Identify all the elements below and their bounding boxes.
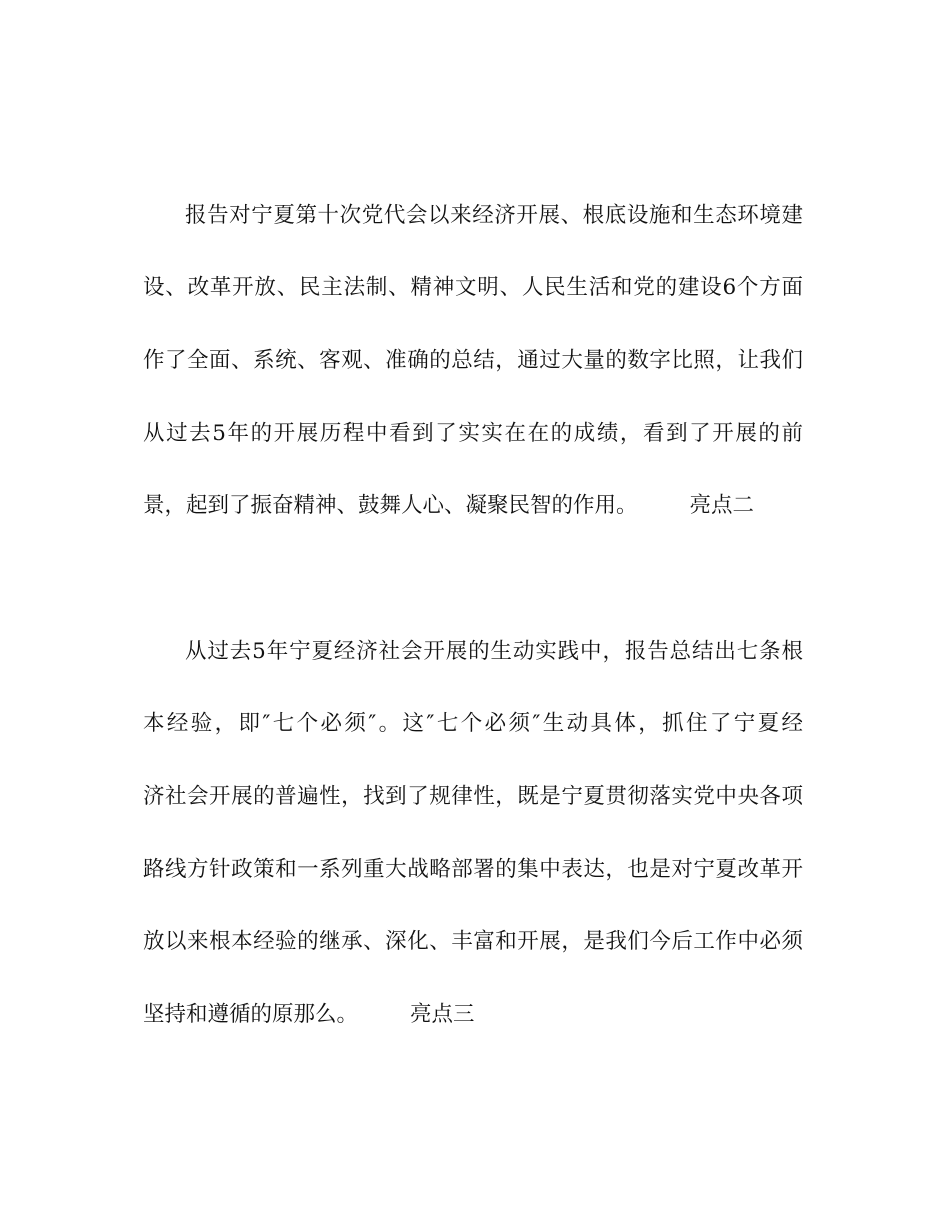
section-heading-highlight-2: 亮点二 [689, 493, 755, 518]
paragraph-1-line-5 [143, 488, 803, 524]
section-heading-highlight-3: 亮点三 [410, 1002, 475, 1027]
paragraph-2-line-4: 路线方针政策和一系列重大战略部署的集中表达，也是对宁夏改革开 [143, 857, 803, 882]
paragraph-1-last-text: 景，起到了振奋精神、鼓舞人心、凝聚民智的作用。 [143, 493, 638, 518]
paragraph-2-line-3: 济社会开展的普遍性，找到了规律性，既是宁夏贯彻落实党中央各项 [143, 784, 803, 809]
paragraph-1-line-1: 报告对宁夏第十次党代会以来经济开展、根底设施和生态环境建 [185, 203, 803, 228]
paragraph-2-line-6 [143, 997, 803, 1033]
paragraph-2-line-1: 从过去5年宁夏经济社会开展的生动实践中，报告总结出七条根 [185, 639, 803, 664]
paragraph-2-last-text: 坚持和遵循的原那么。 [143, 1002, 359, 1027]
paragraph-1-line-4: 从过去5年的开展历程中看到了实实在在的成绩，看到了开展的前 [143, 421, 803, 446]
paragraph-1-line-2: 设、改革开放、民主法制、精神文明、人民生活和党的建设6个方面 [143, 275, 803, 300]
paragraph-2-line-2: 本经验，即″七个必须″。这″七个必须″生动具体，抓住了宁夏经 [143, 711, 803, 736]
paragraph-2-line-5: 放以来根本经验的继承、深化、丰富和开展，是我们今后工作中必须 [143, 929, 803, 954]
paragraph-1-line-3: 作了全面、系统、客观、准确的总结，通过大量的数字比照，让我们 [143, 348, 803, 373]
